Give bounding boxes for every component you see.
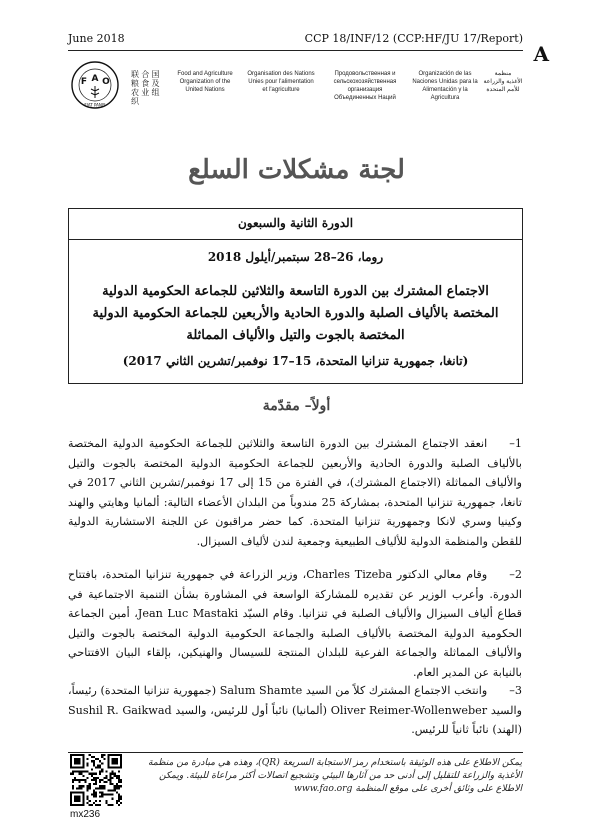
document-code: mx236 xyxy=(70,809,101,820)
paragraph-number: 3– xyxy=(509,684,523,697)
section-heading: أولاً– مقدّمة xyxy=(262,398,331,414)
session-name: الدورة الثانية والسبعون xyxy=(237,216,354,230)
document-symbol: CCP 18/INF/12 (CCP:HF/JU 17/Report) xyxy=(304,32,523,45)
logo-motto: FIAT PANIS xyxy=(84,102,106,108)
logo-letter-o: O xyxy=(102,77,110,87)
session-info-box xyxy=(68,208,523,384)
footer-note: يمكن الاطلاع على هذه الوثيقة باستخدام رمز الاستجابة السريعة (QR)، وهذه هي مبادرة من منظمة الأغذية والزراعة للتقليل إلى أدنى حد من آثارها البيئي وتشجيع اتصالات أكثر مراعاة للبيئة. ويمكن الاطلاع على وثائق أخرى على موقع المنظمة www.fao.org xyxy=(147,757,522,794)
org-name-arabic: منظمة الأغذية والزراعة للأمم المتحدة xyxy=(483,71,523,93)
fao-logo xyxy=(70,60,120,110)
session-dates: روما، 26–28 سبتمبر/أيلول 2018 xyxy=(207,250,384,264)
logo-letter-f: F xyxy=(80,77,88,87)
paragraph xyxy=(68,681,522,740)
org-name-spanish: Organización de las Naciones Unidas para la Alimentación y la Agricultura xyxy=(412,71,478,101)
meeting-place: (تانغا، جمهورية تنزانيا المتحدة، 15–17 نوفمبر/تشرين الثاني 2017) xyxy=(122,354,469,368)
language-letter: A xyxy=(533,42,549,66)
session-name-row xyxy=(69,209,522,240)
org-name-chinese: 联 合 国 粮 食 及 农 业 组 织 xyxy=(131,70,160,106)
org-name-russian: Продовольственная и сельскохозяйственная организация Объединенных Наций xyxy=(333,71,397,101)
paragraph-number: 1– xyxy=(509,437,522,450)
paragraph xyxy=(68,565,522,682)
committee-title: لجنة مشكلات السلع xyxy=(188,155,405,185)
footer-divider xyxy=(68,752,523,753)
paragraph-text: وانتخب الاجتماع المشترك كلاً من السيد Salum Shamte (جمهورية تنزانيا المتحدة) رئيساً، والسيد Oliver Reimer-Wollenweber (ألمانيا) نائباً أول للرئيس، والسيد Sushil R. Gaikwad (الهند) نائباً ثانياً للرئيس. xyxy=(68,684,522,736)
paragraph-text: وقام معالي الدكتور Charles Tizeba، وزير الزراعة في جمهورية تنزانيا المتحدة، بافتتاح الدورة. وأعرب الوزير عن تقديره للمشاركة الواسعة في المشاورة بشأن التنمية الاجتماعية في قطاع ألياف السيزال والألياف الصلبة في تنزانيا. وقام السيّد Jean Luc Mastaki، أمين الجماعة الحكومية الدولية المختصة بالألياف الصلبة والجماعة الحكومية الدولية المختصة بالجوت والتيل والألياف المماثلة والجماعة الفرعية للبلدان المنتجة للسيسال والهنيكين، بإلقاء البيان الافتتاحي بالنيابة عن المدير العام. xyxy=(68,568,522,679)
org-name-english: Food and Agriculture Organization of the United Nations xyxy=(177,71,233,93)
header-divider xyxy=(68,50,523,51)
document-date: June 2018 xyxy=(68,32,125,45)
meeting-title: الاجتماع المشترك بين الدورة التاسعة والثلاثين للجماعة الحكومية الدولية المختصة بالألياف الصلبة والدورة الحادية والأربعين للجماعة الحكومية الدولية المختصة بالجوت والتيل والألياف المماثلة xyxy=(92,284,499,343)
paragraph-text: انعقد الاجتماع المشترك بين الدورة التاسعة والثلاثين للجماعة الحكومية الدولية المختصة بالألياف الصلبة والدورة الحادية والأربعين للجماعة الحكومية الدولية المختصة بالجوت والتيل والألياف المماثلة (الاجتماع المشترك)، في الفترة من 15 إلى 17 نوفمبر/تشرين الثاني 2017 في تانغا، جمهورية تنزانيا المتحدة، بمشاركة 25 مندوباً من البلدان الأعضاء التالية: ألمانيا وهايتي والهند وكينيا وسري لانكا وجمهورية تنزانيا المتحدة. كما حضر مراقبون عن اللجنة الاستشارية الدولية للقطن والمنظمة الدولية للألياف الطبيعية وجمعية لندن لألياف السيزال. xyxy=(68,437,522,548)
paragraph-number: 2– xyxy=(509,568,523,581)
logo-letter-a: A xyxy=(91,74,99,84)
org-name-french: Organisation des Nations Unies pour l'alimentation et l'agriculture xyxy=(247,71,315,93)
paragraph xyxy=(68,434,522,551)
qr-code-icon xyxy=(70,754,122,806)
